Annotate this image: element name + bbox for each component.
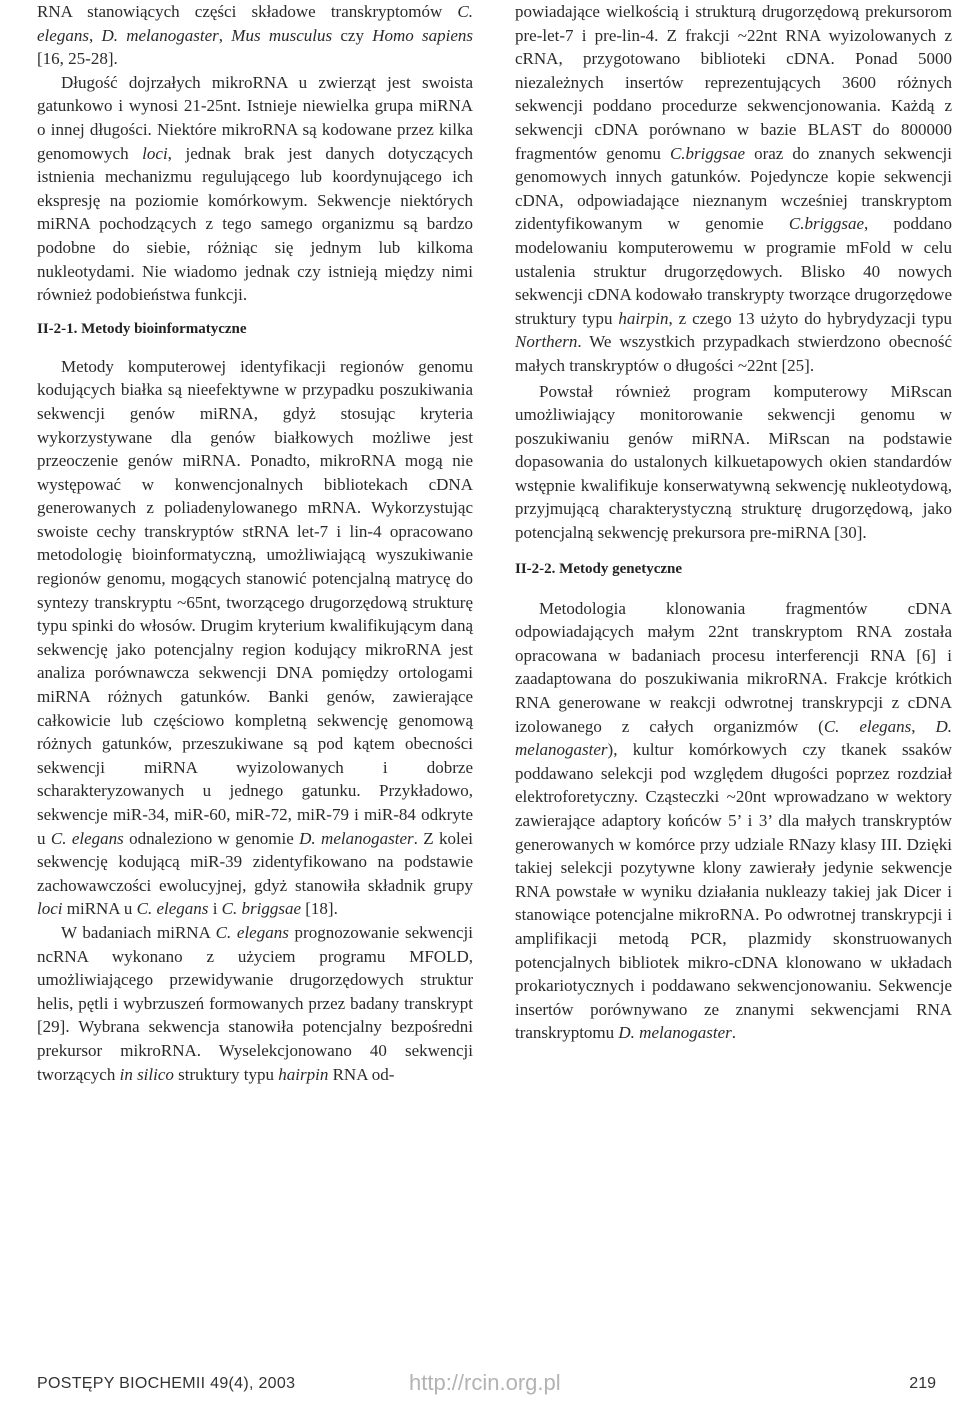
watermark-url: http://rcin.org.pl — [409, 1370, 561, 1395]
left-column — [37, 0, 473, 1086]
paragraph-right-3: Metodologia klonowania fragmentów cDNA odpowiadających małym 22nt transkryptom RNA została opracowana w badaniach procesu interferencji RNA [6] i zaadaptowana do poszukiwania mikroRNA. Frakcje krótkich RNA generowane w reakcji odwrotnej transkrypcji z cDNA izolowanego z całych organizmów (C. elegans, D. melanogaster), kultur komórkowych czy tkanek ssaków poddawano selekcji pod względem długości poprzez rozdział elektroforetyczny. Cząsteczki ~20nt wprowadzano w wektory zawierające adaptory końców 5’ i 3’ dla małych transkryptów generowanych w komórce przy udziale RNazy klasy III. Dzięki takiej selekcji pozytywne klony zawierały jedynie sekwencje RNA powstałe w wyniku działania nukleazy takiej jak Dicer i stanowiące potencjalne mikroRNA. Po odwrotnej transkrypcji i amplifikacji metodą PCR, plazmidy skonstruowanych potencjalnych bibliotek mikro-cDNA klonowano w układach prokariotycznych i poddawano sekwencjonowaniu. Sekwencje insertów porównywano ze znanymi sekwencjami RNA transkryptomu D. melanogaster. — [515, 598, 952, 1043]
paragraph-right-2: Powstał również program komputerowy MiRscan umożliwiający monitorowanie sekwencji genomu w poszukiwaniu genów miRNA. MiRscan na podstawie dopasowania do ustalonych kilkuetapowych okien standardów wstępnie kwalifikuje konserwatywną sekwencję nukleotydową, przyjmującą charakterystyczną strukturę drugorzędową, jako potencjalną sekwencję prekursora pre-miRNA [30]. — [515, 381, 952, 543]
paragraph-right-1: powiadające wielkością i strukturą drugorzędową prekursorom pre-let-7 i pre-lin-4. Z frakcji ~22nt RNA wyizolowanych z cRNA, przygotowano biblioteki cDNA. Ponad 5000 niezależnych insertów reprezentujących 3600 różnych sekwencji poddano procedurze sekwencjonowania. Każdą z sekwencji cDNA porównano w bazie BLAST do 800000 fragmentów genomu C.briggsae oraz do znanych sekwencji genomowych innych gatunków. Pojedyncze kopie sekwencji cDNA, odpowiadające nieznanym wcześniej transkryptom zidentyfikowanym w genomie C.briggsae, poddano modelowaniu komputerowemu w programie mFold w celu ustalenia struktur drugorzędowych. Blisko 40 nowych sekwencji cDNA kodowało transkrypty tworzące drugorzędowe struktury typu hairpin, z czego 13 użyto do hybrydyzacji typu Northern. We wszystkich przypadkach stwierdzono obecność małych transkryptów o długości ~22nt [25]. — [515, 2, 953, 375]
right-column — [515, 0, 952, 1045]
paragraph-left-2: Długość dojrzałych mikroRNA u zwierząt jest swoista gatunkowo i wynosi 21-25nt. Istnieje niewielka grupa miRNA o innej długości. Niektóre mikroRNA są kodowane przez kilka genomowych loci, jednak brak jest danych dotyczących istnienia mechanizmu regulującego lub koordynującego ich ekspresję na poziomie komórkowym. Sekwencje niektórych miRNA pochodzących z tego samego organizmu są bardzo podobne do siebie, różniąc się jednym lub kilkoma nukleotydami. Nie wiadomo jednak czy istnieją między nimi również podobieństwa funkcji. — [37, 72, 473, 305]
section-heading-bioinformatics: II-2-1. Metody bioinformatyczne — [37, 320, 247, 337]
page-number: 219 — [909, 1375, 936, 1392]
journal-name: POSTĘPY BIOCHEMII 49(4), 2003 — [37, 1375, 296, 1392]
section-heading-genetic: II-2-2. Metody genetyczne — [515, 560, 683, 577]
paragraph-left-4: W badaniach miRNA C. elegans prognozowanie sekwencji ncRNA wykonano z użyciem programu MFOLD, umożliwiającego przewidywanie drugorzędowych struktur helis, pętli i wybrzuszeń formowanych przez badany transkrypt [29]. Wybrana sekwencja stanowiła potencjalny bezpośredni prekursor mikroRNA. Wyselekcjonowano 40 sekwencji tworzących in silico struktury typu hairpin RNA od- — [37, 922, 473, 1084]
page-footer — [37, 1372, 952, 1402]
paragraph-left-1: RNA stanowiących części składowe transkryptomów C. elegans, D. melanogaster, Mus musculus czy Homo sapiens [16, 25-28]. — [37, 2, 474, 69]
paragraph-left-3: Metody komputerowej identyfikacji regionów genomu kodujących białka są nieefektywne w przypadku poszukiwania sekwencji genów miRNA, gdyż stosując kryteria wykorzystywane dla genów białkowych możliwe jest przeoczenie genów miRNA. Ponadto, mikroRNA mogą nie występować w konwencjonalnych bibliotekach cDNA generowanych z poliadenylowanego mRNA. Wykorzystując swoiste cechy transkryptów stRNA let-7 i lin-4 opracowano metodologię bioinformatyczną, umożliwiającą wyszukiwanie regionów genomu, mogących stanowić potencjalną matrycę do syntezy transkryptu ~65nt, tworzącego drugorzędową strukturę typu spinki do włosów. Drugim kryterium kwalifikującym daną sekwencję jako potencjalny region kodujący mikroRNA jest analiza porównawcza sekwencji DNA pomiędzy ortologami miRNA różnych gatunków. Banki genów, zawierające całkowicie lub częściowo kompletną sekwencję genomową różnych gatunków, przeszukiwane są pod kątem obecności sekwencji miRNA wyizolowanych i dobrze scharakteryzowanych u jednego gatunku. Przykładowo, sekwencje miR-34, miR-60, miR-72, miR-79 i miR-84 odkryte u C. elegans odnaleziono w genomie D. melanogaster. Z kolei sekwencję kodującą miR-39 zidentyfikowano na podstawie zachowawczości ewolucyjnej, gdyż stanowiła składnik grupy loci miRNA u C. elegans i C. briggsae [18]. — [37, 356, 473, 919]
